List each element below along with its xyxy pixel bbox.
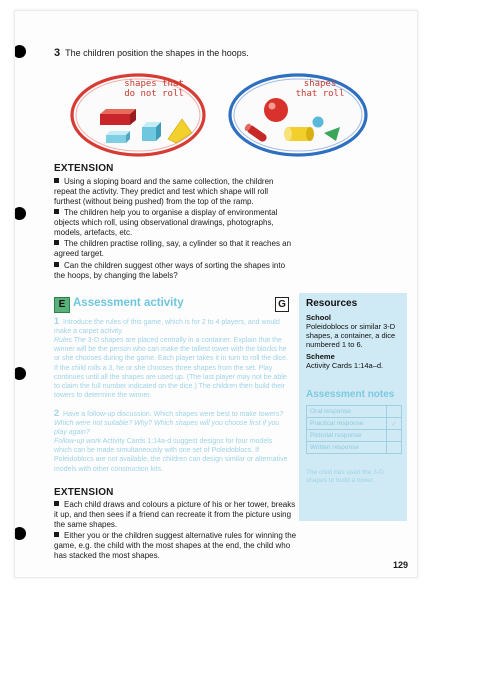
extension-1-item-2: The children help you to organise a display of environmental objects which roll, using observational drawings, photographs, models, artefacts, etc. bbox=[54, 208, 278, 238]
assessment-notes-title: Assessment notes bbox=[306, 389, 395, 400]
punch-hole-4 bbox=[14, 527, 26, 540]
left-hoop-label-line1: shapes that bbox=[124, 79, 184, 89]
extension-heading-2: EXTENSION bbox=[54, 487, 114, 498]
extension-1-item-4: Can the children suggest other ways of sorting the shapes into the hoops, by changing the labels? bbox=[54, 261, 286, 281]
notes-check-cell bbox=[387, 442, 402, 454]
extension-heading-1: EXTENSION bbox=[54, 163, 114, 174]
left-hoop-label bbox=[118, 79, 190, 99]
step-number: 3 bbox=[54, 47, 61, 59]
extension-1-item-1: Using a sloping board and the same collection, the children repeat the activity. They predict and test which shape will roll furthest (without being pushed) from the top of the ramp. bbox=[54, 177, 274, 207]
step-text: The children position the shapes in the hoops. bbox=[65, 48, 249, 58]
notes-row bbox=[307, 430, 402, 442]
notes-row-label: Written response bbox=[307, 442, 387, 454]
page-number: 129 bbox=[393, 560, 409, 570]
left-hoop-label-line2: do not roll bbox=[124, 89, 184, 99]
notes-check-cell bbox=[387, 406, 402, 418]
notes-row bbox=[307, 442, 402, 454]
notes-row-label: Pictorial response bbox=[307, 430, 387, 442]
assessment-notes-table bbox=[306, 405, 402, 454]
cyan-cuboid-shape bbox=[106, 131, 130, 143]
resources-title: Resources bbox=[306, 298, 358, 309]
notes-check-cell bbox=[387, 430, 402, 442]
assessment-paragraph-2: 2 Have a follow-up discussion. Which shapes were best to make towers? Which were not suitable? Why? Which shapes will you choose first if you play again? bbox=[54, 408, 284, 437]
punch-hole-1 bbox=[14, 45, 26, 58]
red-sphere-shape bbox=[264, 98, 288, 122]
punch-hole-2 bbox=[14, 207, 26, 220]
textbook-page bbox=[14, 10, 418, 578]
punch-hole-3 bbox=[14, 367, 26, 380]
right-hoop-label-line2: that roll bbox=[295, 89, 345, 99]
assessment-rules: Rules The 3-D shapes are placed centrally in a container. Explain that the winner will be the person who can make the tallest tower with the blocks he or she chooses during the game. Each player takes it in turn to roll the dice. If the child rolls a 3, he or she chooses three shapes from the set. Play continues until all the shapes are used up. (The last player may not be able to claim the full number indicated on the dice.) The children then build their towers to determine the winner. bbox=[54, 337, 288, 400]
assessment-paragraph-1: 1 Introduce the rules of this game, which is for 2 to 4 players, and would make a carpet activity. bbox=[54, 316, 280, 336]
right-hoop-label-line1: shapes bbox=[303, 79, 337, 89]
cyan-cube-shape bbox=[142, 122, 161, 141]
notes-row bbox=[307, 406, 402, 418]
notes-row-label: Practical response bbox=[307, 418, 387, 430]
assessment-follow-up: Follow-up work Activity Cards 1:14a-d suggest designs for four models which can be made simultaneously with one set of Poleidoblocs. If Poleidoblocs are not available, the children can design similar or alternative models with other construction kits. bbox=[54, 438, 288, 473]
step-3-instruction bbox=[54, 47, 249, 59]
resources-scheme: Scheme Activity Cards 1:14a–d. bbox=[306, 352, 384, 370]
resources-school: School Poleidoblocs or similar 3-D shapes, a container, a dice numbered 1 to 6. bbox=[306, 313, 396, 349]
blue-sphere-shape bbox=[313, 117, 324, 128]
notes-row bbox=[307, 418, 402, 430]
assessment-note-text: The child has used the 3-D shapes to build a tower. bbox=[306, 469, 384, 484]
notes-check-cell: ✓ bbox=[387, 418, 402, 430]
extension-2-item-1: Each child draws and colours a picture of his or her tower, breaks it up, and then sees if a friend can recreate it from the picture using the same shapes. bbox=[54, 500, 296, 530]
right-hoop-label bbox=[290, 79, 350, 99]
extension-1-item-3: The children practise rolling, say, a cylinder so that it reaches an agreed target. bbox=[54, 239, 292, 259]
assessment-activity-title: Assessment activity bbox=[73, 297, 184, 309]
yellow-cylinder-shape bbox=[284, 127, 314, 141]
red-cuboid-shape bbox=[100, 109, 136, 125]
assessment-badge: E bbox=[54, 297, 70, 313]
notes-row-label: Oral response bbox=[307, 406, 387, 418]
extension-2-item-2: Either you or the children suggest alternative rules for winning the game, e.g. the child with the most shapes at the end, the child who has stacked the most shapes. bbox=[54, 531, 297, 561]
corner-badge: G bbox=[275, 297, 289, 312]
